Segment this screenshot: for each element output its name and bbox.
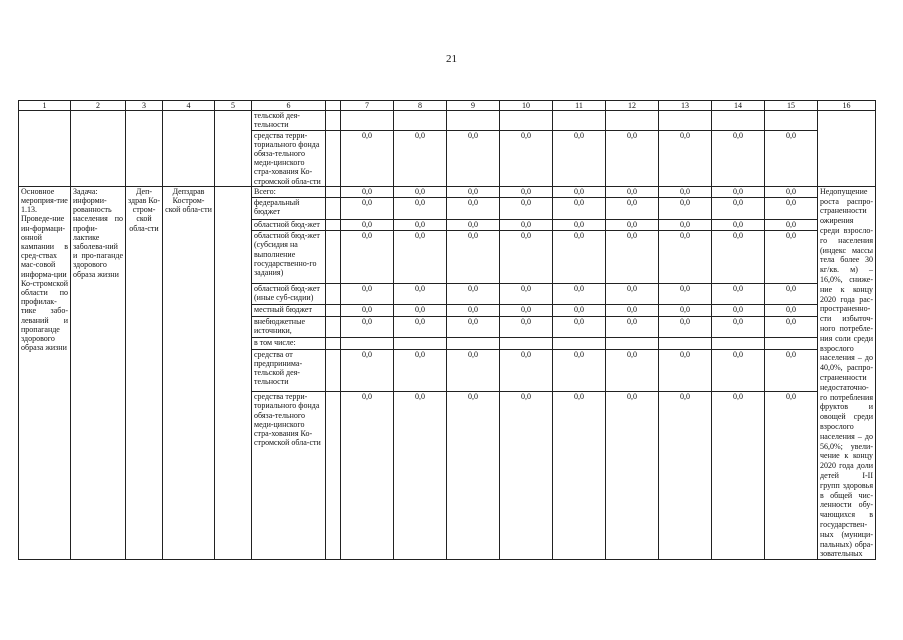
value-cell: 0,0 [341, 349, 394, 391]
spacer-cell [326, 305, 341, 316]
spacer-cell [326, 338, 341, 349]
value-cell: 0,0 [553, 305, 606, 316]
value-cell [765, 338, 818, 349]
value-cell [712, 111, 765, 130]
value-cell: 0,0 [765, 130, 818, 186]
value-cell: 0,0 [765, 198, 818, 220]
value-cell: 0,0 [341, 392, 394, 560]
value-cell: 0,0 [553, 283, 606, 305]
header-cell: 2 [71, 101, 126, 111]
header-cell: 15 [765, 101, 818, 111]
funding-source-label: средства терри-ториального фонда обяза-тельного меди-цинского стра-хования Ко-стромской обла-сти [252, 130, 326, 186]
funding-source-label: внебюджетные источники, [252, 316, 326, 338]
header-cell: 8 [394, 101, 447, 111]
funding-source-label: средства от предпринима-тельской дея-тельности [252, 349, 326, 391]
value-cell: 0,0 [447, 349, 500, 391]
value-cell: 0,0 [765, 231, 818, 283]
value-cell: 0,0 [553, 130, 606, 186]
value-cell: 0,0 [500, 316, 553, 338]
value-cell: 0,0 [341, 231, 394, 283]
value-cell: 0,0 [500, 231, 553, 283]
value-cell: 0,0 [341, 130, 394, 186]
value-cell: 0,0 [553, 198, 606, 220]
header-cell: 6 [252, 101, 326, 111]
header-cell: 7 [341, 101, 394, 111]
value-cell: 0,0 [659, 349, 712, 391]
value-cell [712, 338, 765, 349]
value-cell: 0,0 [712, 283, 765, 305]
header-cell: 10 [500, 101, 553, 111]
value-cell: 0,0 [394, 130, 447, 186]
page-number: 21 [446, 53, 457, 65]
value-cell: 0,0 [394, 349, 447, 391]
funding-source-label: средства терри-ториального фонда обяза-тельного меди-цинского стра-хования Ко-стромской обла-сти [252, 392, 326, 560]
spacer-cell [326, 219, 341, 230]
value-cell: 0,0 [659, 392, 712, 560]
empty-cell [126, 111, 163, 187]
value-cell: 0,0 [765, 283, 818, 305]
header-cell: 9 [447, 101, 500, 111]
table-row [19, 111, 876, 130]
value-cell: 0,0 [659, 305, 712, 316]
value-cell: 0,0 [606, 305, 659, 316]
spacer-cell [326, 349, 341, 391]
value-cell: 0,0 [659, 219, 712, 230]
executor: Деп-здрав Ко-стром-ской обла-сти [126, 186, 163, 559]
value-cell [765, 111, 818, 130]
value-cell: 0,0 [500, 186, 553, 197]
value-cell [553, 338, 606, 349]
header-cell: 12 [606, 101, 659, 111]
value-cell: 0,0 [712, 349, 765, 391]
value-cell [341, 338, 394, 349]
header-cell: 14 [712, 101, 765, 111]
value-cell: 0,0 [712, 186, 765, 197]
spacer-cell [326, 316, 341, 338]
value-cell [394, 111, 447, 130]
value-cell: 0,0 [500, 392, 553, 560]
value-cell [394, 338, 447, 349]
value-cell: 0,0 [447, 305, 500, 316]
header-cell: 5 [215, 101, 252, 111]
value-cell: 0,0 [341, 305, 394, 316]
funding-source-label: тельской дея-тельности [252, 111, 326, 130]
spacer-cell [326, 198, 341, 220]
value-cell: 0,0 [341, 219, 394, 230]
value-cell: 0,0 [606, 392, 659, 560]
value-cell: 0,0 [553, 316, 606, 338]
measure-name: Основное мероприя-тие 1.13. Проведе-ние ин-формаци-онной кампании в сред-ствах мас-совой информа-ции Ко-стромской области по профилак-тике забо-леваний и пропаганде здорового образа жизни [19, 186, 71, 559]
value-cell [447, 111, 500, 130]
funding-source-label: местный бюджет [252, 305, 326, 316]
table-row [19, 186, 876, 197]
value-cell: 0,0 [447, 198, 500, 220]
budget-table [18, 100, 876, 560]
value-cell: 0,0 [712, 198, 765, 220]
value-cell: 0,0 [553, 186, 606, 197]
funding-source-label: областной бюд-жет (иные суб-сидии) [252, 283, 326, 305]
value-cell: 0,0 [659, 231, 712, 283]
value-cell: 0,0 [606, 231, 659, 283]
value-cell: 0,0 [606, 316, 659, 338]
value-cell [447, 338, 500, 349]
value-cell [659, 111, 712, 130]
value-cell: 0,0 [606, 130, 659, 186]
value-cell: 0,0 [606, 283, 659, 305]
value-cell: 0,0 [341, 186, 394, 197]
value-cell: 0,0 [394, 219, 447, 230]
value-cell: 0,0 [500, 219, 553, 230]
empty-cell [163, 111, 215, 187]
value-cell: 0,0 [765, 219, 818, 230]
value-cell: 0,0 [659, 283, 712, 305]
value-cell: 0,0 [553, 219, 606, 230]
value-cell [500, 111, 553, 130]
expected-result: Недопущение роста распро-страненности ожирения среди взросло-го населения (индекс массы тела более 30 кг/кв. м) – 16,0%, сниже-ние к концу 2020 года рас-пространенно-сти избыточ-ного потребле-ния соли среди взрослого населения – до 40,0%, распро-страненности недостаточно-го потребления фруктов и овощей среди взрослого населения – до 56,0%; увели-чение к концу 2020 года доли детей I-II групп здоровья в общей чис-ленности обу-чающихся в государствен-ных (муници-пальных) обра-зовательных [818, 186, 876, 559]
header-cell: 13 [659, 101, 712, 111]
value-cell: 0,0 [394, 316, 447, 338]
value-cell [341, 111, 394, 130]
header-cell [326, 101, 341, 111]
value-cell: 0,0 [447, 231, 500, 283]
value-cell: 0,0 [765, 316, 818, 338]
value-cell: 0,0 [712, 316, 765, 338]
funding-source-label: областной бюд-жет [252, 219, 326, 230]
value-cell: 0,0 [659, 186, 712, 197]
value-cell [606, 111, 659, 130]
header-cell: 1 [19, 101, 71, 111]
value-cell: 0,0 [394, 283, 447, 305]
value-cell: 0,0 [447, 316, 500, 338]
funding-source-label: в том числе: [252, 338, 326, 349]
value-cell: 0,0 [606, 349, 659, 391]
value-cell [659, 338, 712, 349]
task-description: Задача: информи-рованность населения по профи-лактике заболева-ний и про-паганде здорового образа жизни [71, 186, 126, 559]
value-cell: 0,0 [394, 231, 447, 283]
value-cell: 0,0 [394, 392, 447, 560]
spacer-cell [326, 111, 341, 130]
spacer-cell [326, 186, 341, 197]
value-cell [500, 338, 553, 349]
header-cell: 11 [553, 101, 606, 111]
value-cell: 0,0 [500, 305, 553, 316]
funding-source-label: Всего: [252, 186, 326, 197]
value-cell: 0,0 [341, 283, 394, 305]
value-cell: 0,0 [765, 305, 818, 316]
empty-cell [19, 111, 71, 187]
value-cell: 0,0 [765, 186, 818, 197]
value-cell: 0,0 [606, 198, 659, 220]
value-cell: 0,0 [659, 198, 712, 220]
funding-source-label: федеральный бюджет [252, 198, 326, 220]
value-cell: 0,0 [765, 349, 818, 391]
value-cell: 0,0 [500, 283, 553, 305]
value-cell: 0,0 [447, 186, 500, 197]
value-cell: 0,0 [394, 305, 447, 316]
spacer-cell [326, 130, 341, 186]
value-cell [606, 338, 659, 349]
value-cell: 0,0 [394, 198, 447, 220]
value-cell: 0,0 [712, 219, 765, 230]
value-cell: 0,0 [447, 283, 500, 305]
spacer-cell [326, 231, 341, 283]
value-cell: 0,0 [500, 349, 553, 391]
funding-source-label: областной бюд-жет (субсидия на выполнение государственно-го задания) [252, 231, 326, 283]
value-cell: 0,0 [500, 198, 553, 220]
value-cell: 0,0 [659, 130, 712, 186]
value-cell: 0,0 [712, 231, 765, 283]
value-cell: 0,0 [447, 130, 500, 186]
value-cell: 0,0 [606, 219, 659, 230]
empty-cell [71, 111, 126, 187]
value-cell: 0,0 [606, 186, 659, 197]
empty-cell [215, 111, 252, 187]
value-cell: 0,0 [341, 198, 394, 220]
value-cell: 0,0 [447, 392, 500, 560]
responsible: Депздрав Костром-ской обла-сти [163, 186, 215, 559]
value-cell: 0,0 [659, 316, 712, 338]
header-row [19, 101, 876, 111]
header-cell: 4 [163, 101, 215, 111]
header-cell: 16 [818, 101, 876, 111]
period [215, 186, 252, 559]
value-cell: 0,0 [394, 186, 447, 197]
value-cell: 0,0 [553, 392, 606, 560]
spacer-cell [326, 392, 341, 560]
value-cell: 0,0 [712, 392, 765, 560]
value-cell [553, 111, 606, 130]
header-cell: 3 [126, 101, 163, 111]
value-cell: 0,0 [553, 231, 606, 283]
value-cell: 0,0 [712, 130, 765, 186]
value-cell: 0,0 [341, 316, 394, 338]
value-cell: 0,0 [500, 130, 553, 186]
value-cell: 0,0 [553, 349, 606, 391]
value-cell: 0,0 [765, 392, 818, 560]
empty-cell [818, 111, 876, 187]
value-cell: 0,0 [447, 219, 500, 230]
spacer-cell [326, 283, 341, 305]
value-cell: 0,0 [712, 305, 765, 316]
